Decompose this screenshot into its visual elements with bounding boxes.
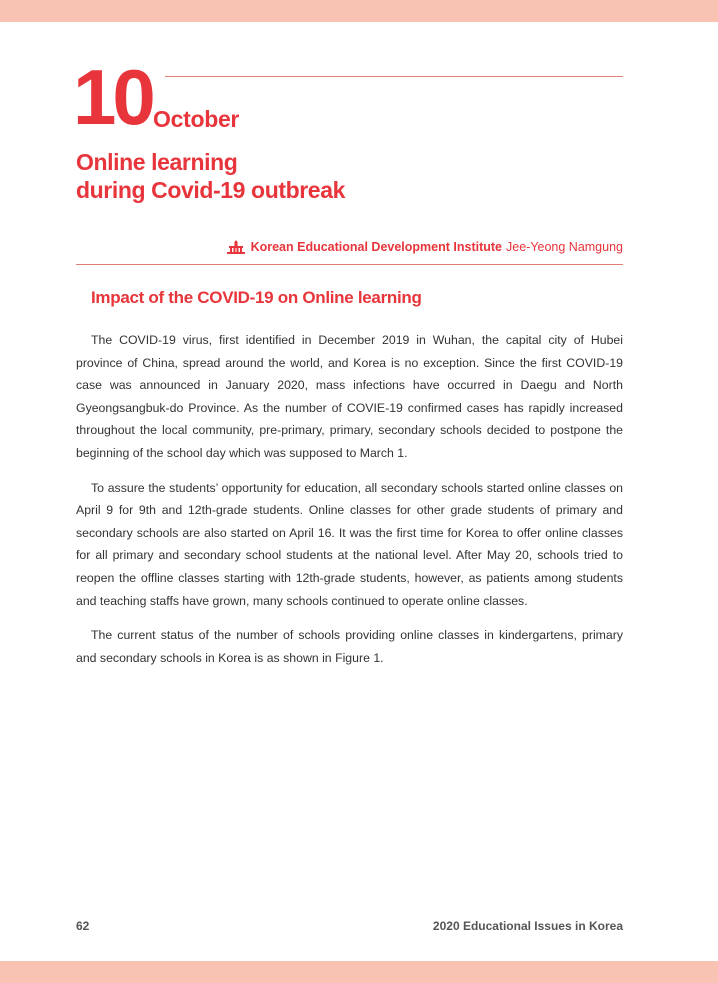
author-name: Jee-Yeong Namgung bbox=[506, 240, 623, 254]
chapter-month: October bbox=[153, 106, 240, 132]
paragraph: The current status of the number of schools providing online classes in kindergartens, primary and secondary schools in Korea is as shown in Figure 1. bbox=[76, 628, 623, 665]
author-institute: Korean Educational Development Institute bbox=[250, 240, 502, 254]
publication-title: 2020 Educational Issues in Korea bbox=[432, 919, 623, 933]
body-text bbox=[76, 329, 623, 681]
title-line-1: Online learning bbox=[76, 149, 238, 175]
title-line-2: during Covid-19 outbreak bbox=[76, 177, 345, 203]
author-byline bbox=[227, 240, 623, 254]
top-color-band bbox=[0, 0, 718, 22]
article-title bbox=[76, 148, 345, 204]
page-number: 62 bbox=[76, 919, 90, 933]
paragraph: To assure the students’ opportunity for education, all secondary schools started online classes on April 9 for 9th and 12th-grade students. Online classes for other grade students of primary and secondary schools are also started on April 16. It was the first time for Korea to offer online classes for all primary and secondary school students at the national level. After May 20, schools tried to reopen the offline classes starting with 12th-grade students, however, as patients among students and teaching staffs have grown, many schools continued to operate online classes. bbox=[76, 480, 623, 608]
section-heading: Impact of the COVID-19 on Online learning bbox=[91, 288, 422, 307]
building-icon bbox=[227, 240, 245, 254]
chapter-number: 10 bbox=[73, 53, 152, 141]
title-divider bbox=[165, 76, 623, 77]
author-divider bbox=[76, 264, 623, 265]
paragraph: The COVID-19 virus, first identified in December 2019 in Wuhan, the capital city of Hubei province of China, spread around the world, and Korea is no exception. Since the first COVID-19 case was announced in January 2020, mass infections have occurred in Daegu and North Gyeongsangbuk-do Province. As the number of COVIE-19 confirmed cases has rapidly increased throughout the local community, pre-primary, primary, secondary schools decided to postpone the beginning of the school day which was supposed to March 1. bbox=[76, 333, 623, 460]
bottom-color-band bbox=[0, 961, 718, 983]
